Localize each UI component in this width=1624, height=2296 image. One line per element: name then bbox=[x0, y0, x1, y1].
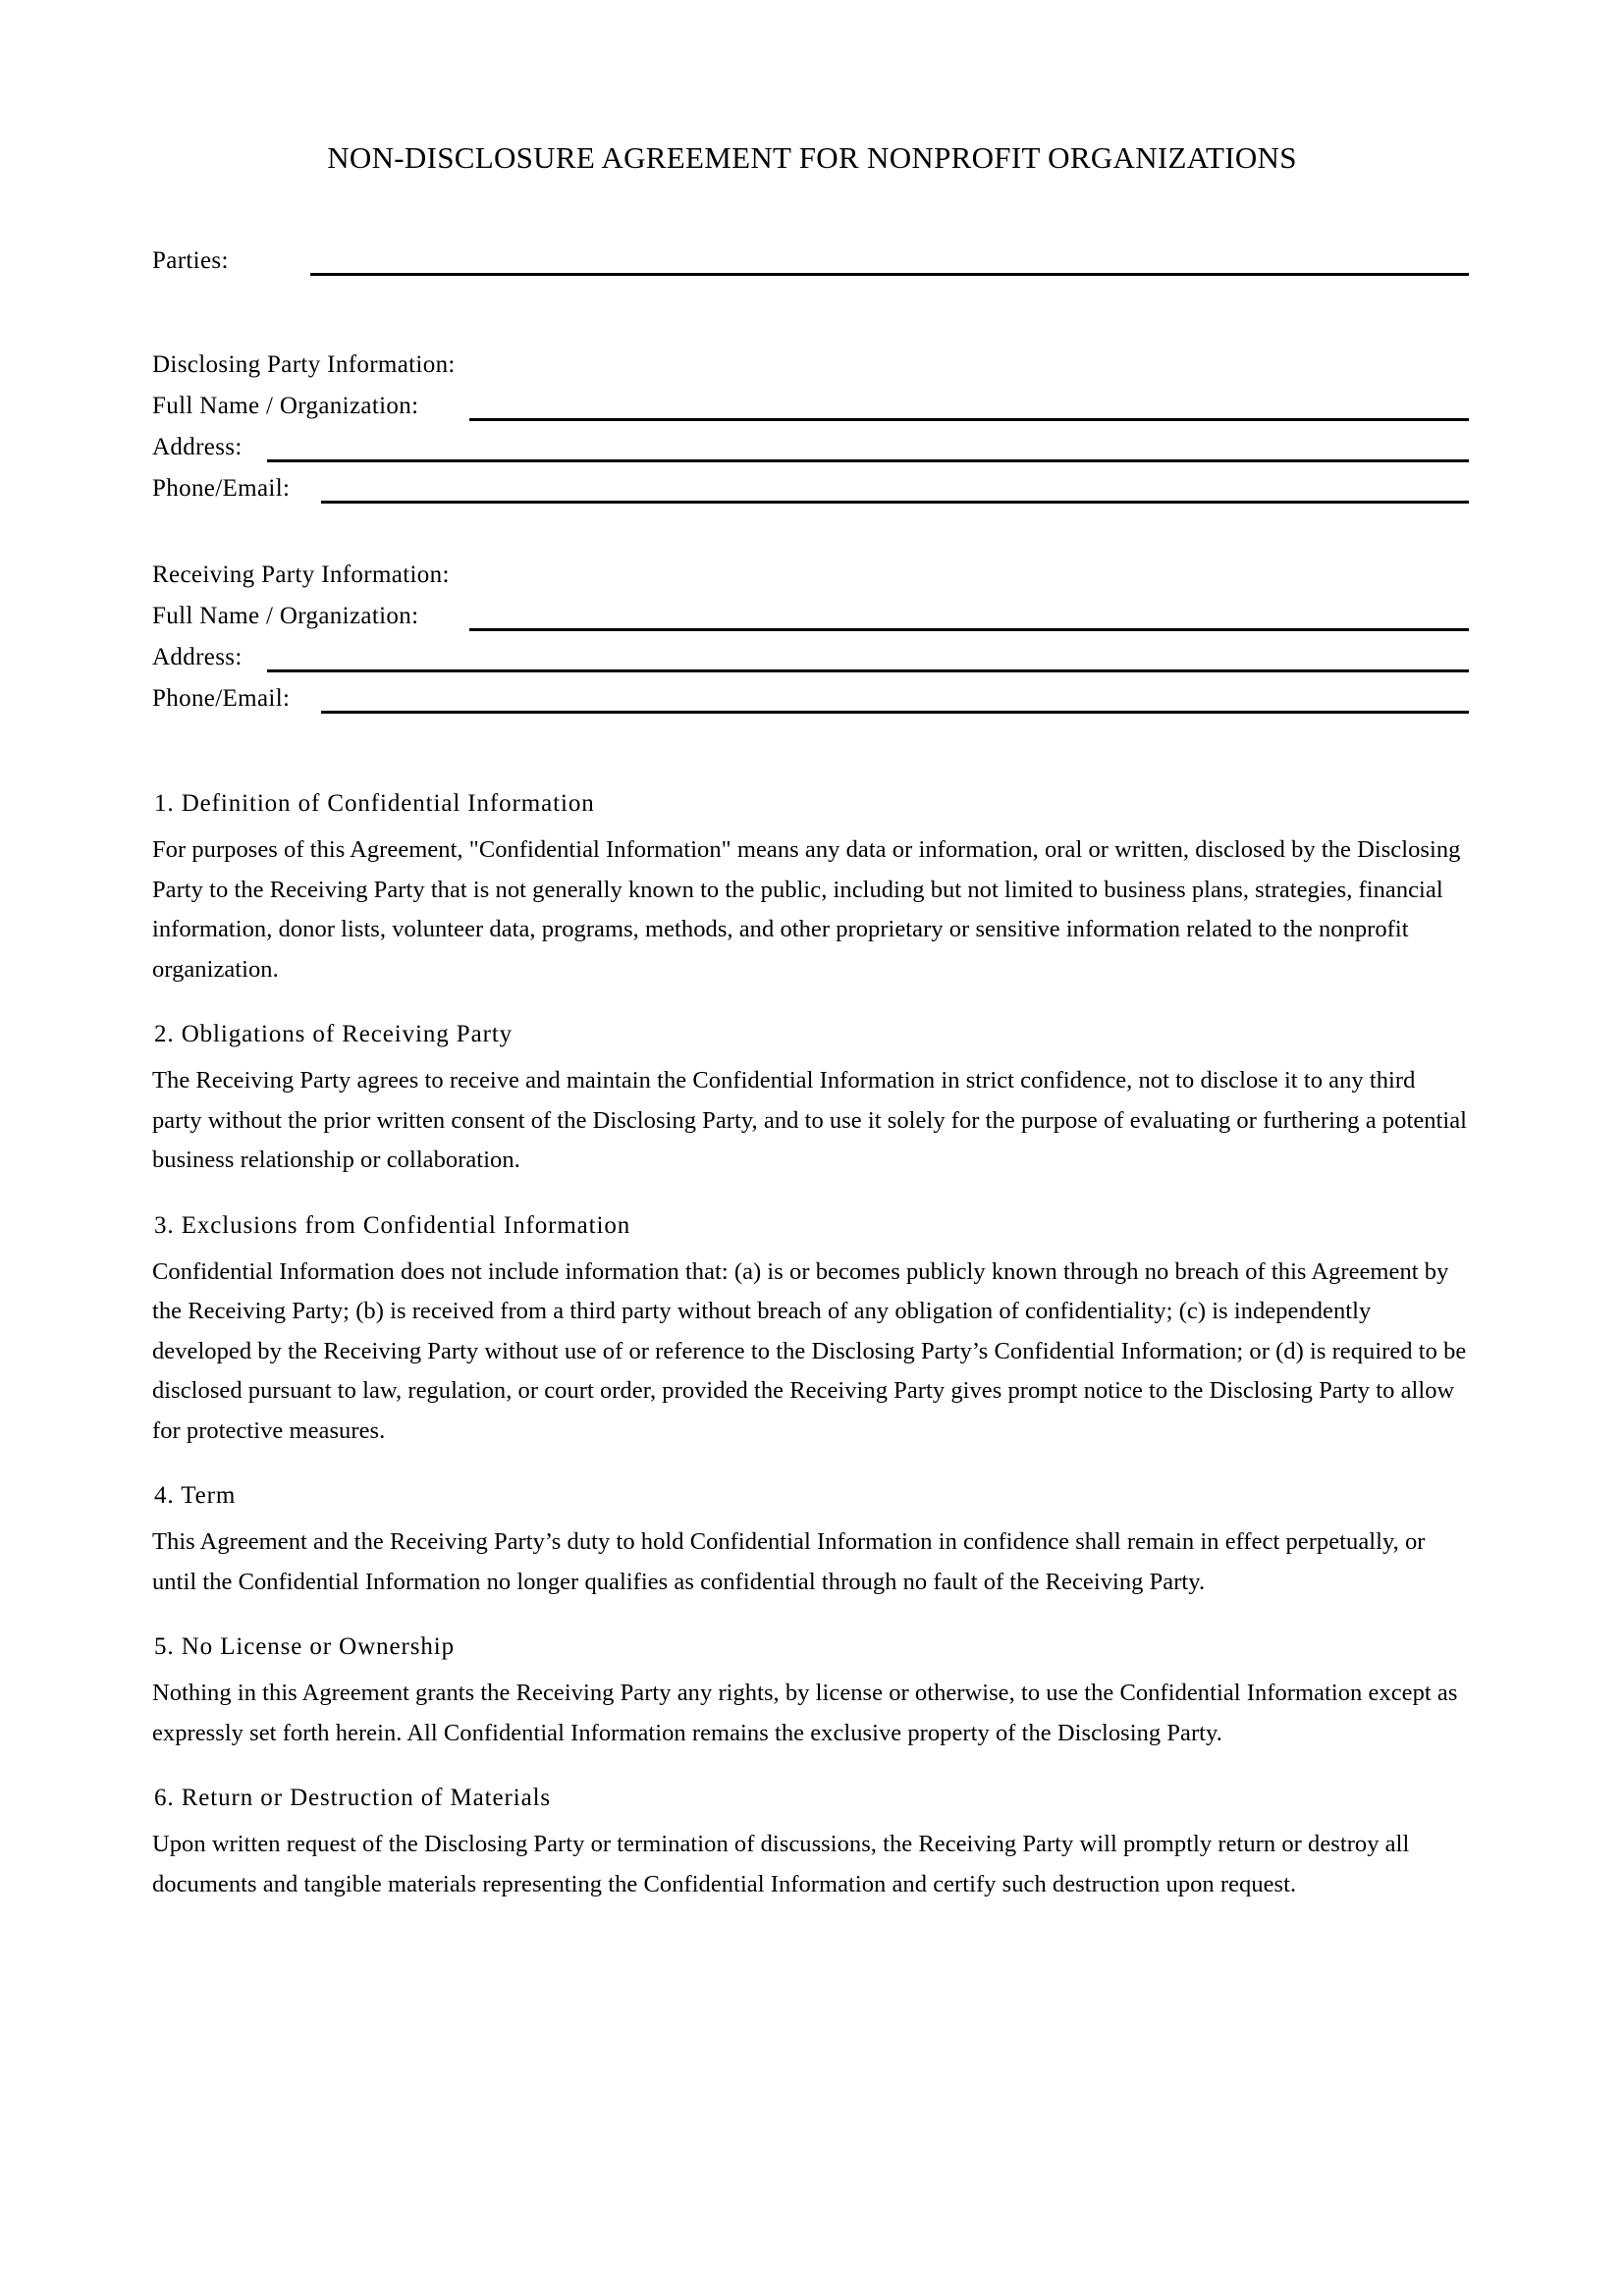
parties-label: Parties: bbox=[152, 247, 229, 274]
disclosing-address-input-rule[interactable] bbox=[267, 459, 1469, 462]
agreement-sections bbox=[152, 785, 1469, 1904]
field-receiving-phone-email[interactable] bbox=[152, 678, 1469, 720]
section-6-body: Upon written request of the Disclosing Party or termination of discussions, the Receiving Party will promptly return or destroy all documents and tangible materials representing the Confidential Information and certify such destruction upon request. bbox=[152, 1831, 1410, 1897]
receiving-address-input-rule[interactable] bbox=[267, 669, 1469, 672]
section-4-body: This Agreement and the Receiving Party’s duty to hold Confidential Information in confidence shall remain in effect perpetually, or until the Confidential Information no longer qualifies as confidential through no fault of the Receiving Party. bbox=[152, 1528, 1426, 1595]
section-1-body: For purposes of this Agreement, "Confidential Information" means any data or information, oral or written, disclosed by the Disclosing Party to the Receiving Party that is not generally known to the public, including but not limited to business plans, strategies, financial information, donor lists, volunteer data, programs, methods, and other proprietary or sensitive information related to the nonprofit organization. bbox=[152, 836, 1461, 983]
receiving-full-name-input-rule[interactable] bbox=[469, 628, 1469, 631]
field-disclosing-full-name[interactable] bbox=[152, 386, 1469, 427]
disclosing-full-name-label: Full Name / Organization: bbox=[152, 393, 419, 419]
field-receiving-full-name[interactable] bbox=[152, 596, 1469, 637]
section-6-heading: 6. Return or Destruction of Materials bbox=[154, 1785, 552, 1811]
section-2-body: The Receiving Party agrees to receive and maintain the Confidential Information in strict confidence, not to disclose it to any third party without the prior written consent of the Disclosing Party, and to use it solely for the purpose of evaluating or furthering a potential business relationship or collaboration. bbox=[152, 1067, 1468, 1173]
section-5 bbox=[152, 1629, 1469, 1753]
disclosing-address-label: Address: bbox=[152, 434, 243, 460]
party-form bbox=[152, 240, 1469, 720]
section-3-body: Confidential Information does not include information that: (a) is or becomes publicly known through no breach of this Agreement by the Receiving Party; (b) is received from a third party without breach of any obligation of confidentiality; (c) is independently developed by the Receiving Party without use of or reference to the Disclosing Party’s Confidential Information; or (d) is required to be disclosed pursuant to law, regulation, or court order, provided the Receiving Party gives prompt notice to the Disclosing Party to allow for protective measures. bbox=[152, 1257, 1467, 1444]
field-receiving-address[interactable] bbox=[152, 637, 1469, 678]
receiving-party-heading: Receiving Party Information: bbox=[152, 561, 450, 588]
disclosing-full-name-input-rule[interactable] bbox=[469, 418, 1469, 421]
receiving-phone-email-input-rule[interactable] bbox=[321, 711, 1469, 714]
page-title: NON-DISCLOSURE AGREEMENT FOR NONPROFIT ORGANIZATIONS bbox=[327, 139, 1297, 175]
field-disclosing-phone-email[interactable] bbox=[152, 468, 1469, 509]
section-5-body: Nothing in this Agreement grants the Receiving Party any rights, by license or otherwise, to use the Confidential Information except as expressly set forth herein. All Confidential Information remains the exclusive property of the Disclosing Party. bbox=[152, 1680, 1458, 1746]
field-disclosing-address[interactable] bbox=[152, 427, 1469, 468]
spacer bbox=[152, 282, 1469, 345]
section-5-heading: 5. No License or Ownership bbox=[154, 1633, 455, 1660]
section-4 bbox=[152, 1477, 1469, 1602]
spacer bbox=[152, 509, 1469, 555]
receiving-full-name-label: Full Name / Organization: bbox=[152, 603, 419, 629]
receiving-address-label: Address: bbox=[152, 644, 243, 670]
section-1 bbox=[152, 785, 1469, 989]
disclosing-party-heading: Disclosing Party Information: bbox=[152, 351, 456, 378]
section-6 bbox=[152, 1780, 1469, 1904]
field-parties[interactable] bbox=[152, 240, 1469, 282]
parties-input-rule[interactable] bbox=[310, 273, 1469, 276]
section-2-heading: 2. Obligations of Receiving Party bbox=[154, 1021, 514, 1047]
section-3 bbox=[152, 1207, 1469, 1452]
section-2 bbox=[152, 1016, 1469, 1181]
section-1-heading: 1. Definition of Confidential Information bbox=[154, 790, 595, 817]
disclosing-phone-email-input-rule[interactable] bbox=[321, 501, 1469, 504]
receiving-phone-email-label: Phone/Email: bbox=[152, 685, 291, 712]
disclosing-phone-email-label: Phone/Email: bbox=[152, 475, 291, 502]
section-3-heading: 3. Exclusions from Confidential Information bbox=[154, 1211, 631, 1239]
section-4-heading: 4. Term bbox=[154, 1482, 237, 1509]
